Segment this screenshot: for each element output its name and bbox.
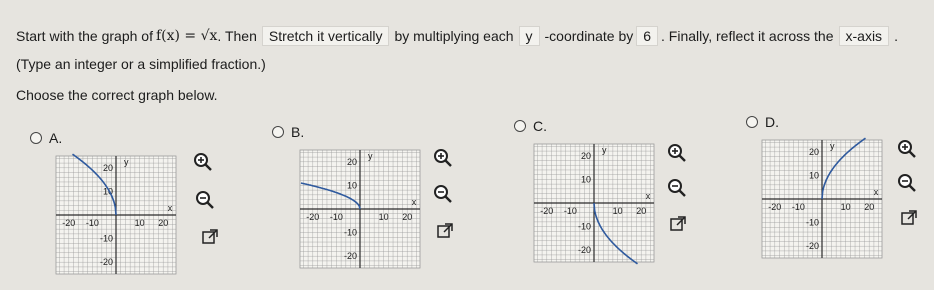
x-tick-label: -10 <box>85 218 99 228</box>
y-tick-label: 10 <box>102 186 113 197</box>
zoom-in-icon[interactable] <box>192 151 214 173</box>
zoom-in-icon[interactable] <box>896 138 918 160</box>
graph-a <box>52 152 180 283</box>
question-prompt: Choose the correct graph below. <box>16 87 218 103</box>
graph-b <box>296 146 424 277</box>
zoom-in-icon[interactable] <box>432 147 454 169</box>
question-finally: . Finally, reflect it across the <box>661 28 834 44</box>
x-tick-label: -20 <box>306 212 320 222</box>
x-tick-label: -10 <box>791 202 805 212</box>
question-note: (Type an integer or a simplified fraction.) <box>16 56 266 72</box>
external-link-icon[interactable] <box>667 213 689 235</box>
y-tick-label: 20 <box>580 150 591 161</box>
x-tick-label: 10 <box>378 212 389 222</box>
y-tick-label: -20 <box>99 257 113 268</box>
function-f: f(x) = √x <box>155 28 218 44</box>
x-tick-label: -20 <box>768 202 782 212</box>
question-then: . Then <box>217 28 257 44</box>
radio-d[interactable] <box>746 116 758 128</box>
zoom-out-icon[interactable] <box>194 189 216 211</box>
radio-c[interactable] <box>514 120 526 132</box>
transform-dropdown[interactable]: Stretch it vertically <box>262 26 390 46</box>
y-tick-label: -10 <box>343 227 357 238</box>
x-axis-label: x <box>645 191 651 201</box>
graph-svg <box>52 152 180 278</box>
question-by-mult: by multiplying each <box>394 28 514 44</box>
zoom-in-icon[interactable] <box>666 142 688 164</box>
question-start: Start with the graph of <box>16 28 153 44</box>
y-axis-label: y <box>602 145 607 155</box>
axis-dropdown[interactable]: x-axis <box>839 26 890 46</box>
radio-b[interactable] <box>272 126 284 138</box>
factor-input[interactable]: 6 <box>636 26 658 46</box>
external-link-icon[interactable] <box>898 207 920 229</box>
x-axis-label: x <box>411 197 417 207</box>
x-tick-label: -20 <box>540 206 554 216</box>
x-axis-label: x <box>873 187 879 197</box>
x-tick-label: 20 <box>402 212 413 222</box>
option-d[interactable] <box>746 114 779 130</box>
question-end: . <box>894 28 898 44</box>
x-tick-label: 20 <box>636 206 647 216</box>
y-tick-label: 10 <box>580 174 591 185</box>
radio-a[interactable] <box>30 132 42 144</box>
graph-svg <box>758 136 886 262</box>
option-a-label: A. <box>49 130 63 146</box>
option-a[interactable] <box>30 130 62 146</box>
y-tick-label: -20 <box>805 241 819 252</box>
y-tick-label: 10 <box>346 180 357 191</box>
x-tick-label: 10 <box>840 202 851 212</box>
question-coord-by: -coordinate by <box>544 28 634 44</box>
y-tick-label: 20 <box>808 146 819 157</box>
x-tick-label: 10 <box>134 218 145 228</box>
graph-d <box>758 136 886 267</box>
x-tick-label: 10 <box>612 206 623 216</box>
graph-svg <box>530 140 658 266</box>
y-tick-label: -10 <box>805 217 819 228</box>
zoom-out-icon[interactable] <box>432 183 454 205</box>
option-c[interactable] <box>514 118 547 134</box>
zoom-out-icon[interactable] <box>896 172 918 194</box>
option-b[interactable] <box>272 124 304 140</box>
y-tick-label: 20 <box>102 162 113 173</box>
option-d-label: D. <box>765 114 779 130</box>
x-tick-label: -20 <box>62 218 76 228</box>
coordinate-dropdown[interactable]: y <box>519 26 540 46</box>
y-tick-label: -10 <box>577 221 591 232</box>
external-link-icon[interactable] <box>199 226 221 248</box>
x-tick-label: 20 <box>864 202 875 212</box>
y-tick-label: -20 <box>577 245 591 256</box>
external-link-icon[interactable] <box>434 220 456 242</box>
graph-svg <box>296 146 424 272</box>
y-axis-label: y <box>124 157 129 167</box>
y-tick-label: -10 <box>99 233 113 244</box>
x-tick-label: -10 <box>563 206 577 216</box>
x-tick-label: -10 <box>329 212 343 222</box>
y-axis-label: y <box>368 151 373 161</box>
y-tick-label: 20 <box>346 156 357 167</box>
graph-c <box>530 140 658 271</box>
question-line <box>16 26 898 46</box>
x-tick-label: 20 <box>158 218 169 228</box>
x-axis-label: x <box>167 203 173 213</box>
y-axis-label: y <box>830 141 835 151</box>
option-b-label: B. <box>291 124 305 140</box>
y-tick-label: 10 <box>808 170 819 181</box>
option-c-label: C. <box>533 118 547 134</box>
y-tick-label: -20 <box>343 251 357 262</box>
zoom-out-icon[interactable] <box>666 177 688 199</box>
